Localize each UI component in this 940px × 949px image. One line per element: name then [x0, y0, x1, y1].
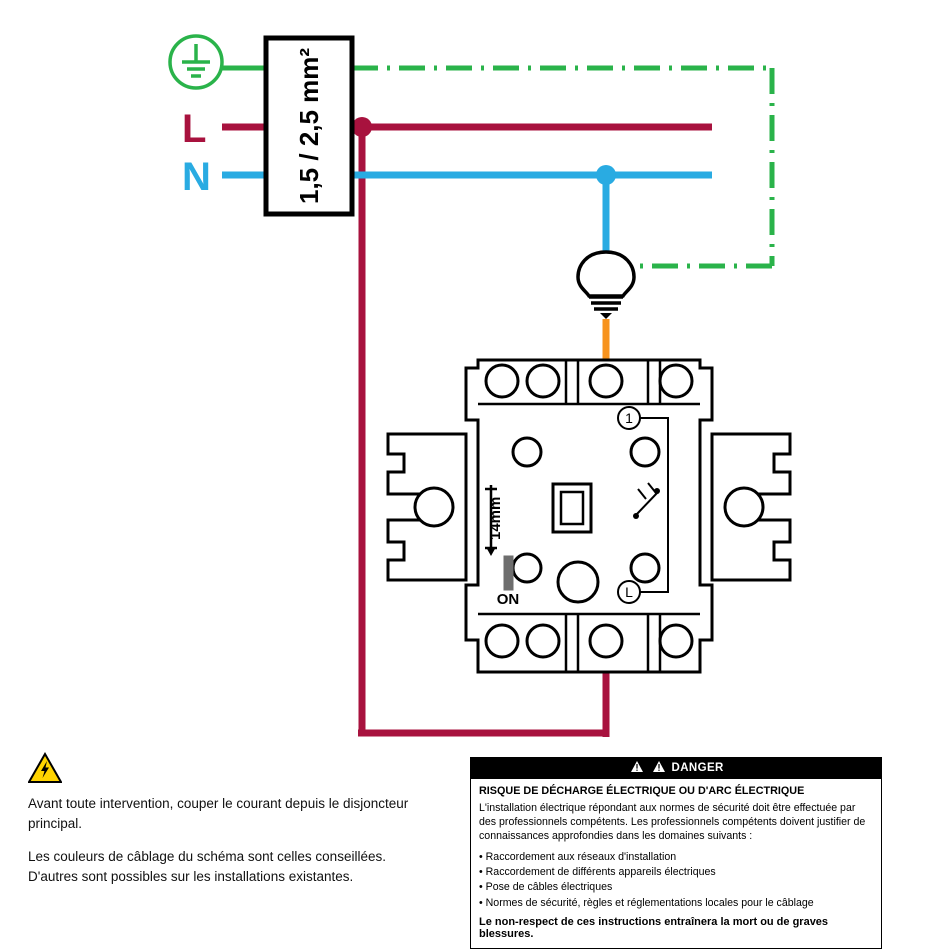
- body-hole-lower-left: [513, 554, 541, 582]
- body-hole-lower-right: [631, 554, 659, 582]
- claw-screw-right: [725, 488, 763, 526]
- danger-bullet-item: • Raccordement aux réseaux d'installation: [479, 850, 873, 865]
- body-hole-center-lower: [558, 562, 598, 602]
- terminal-hole-bottom-4: [660, 625, 692, 657]
- body-hole-upper-left: [513, 438, 541, 466]
- earth-circuit: [170, 36, 772, 266]
- danger-bullet-item: • Pose de câbles électriques: [479, 880, 873, 895]
- danger-body: [471, 779, 881, 948]
- neutral-circuit: [182, 155, 712, 252]
- on-indicator: [504, 556, 513, 590]
- terminal-hole-top-3: [590, 365, 622, 397]
- danger-footer: Le non-respect de ces instructions entraînera la mort ou de graves blessures.: [479, 916, 829, 940]
- neutral-letter-label: N: [182, 155, 211, 199]
- danger-subtitle: RISQUE DE DÉCHARGE ÉLECTRIQUE OU D'ARC ÉLECTRIQUE: [479, 785, 805, 797]
- screw-depth-label: 14mm: [487, 496, 504, 540]
- terminal-l-label: L: [625, 584, 633, 600]
- cable-section-box: [266, 38, 352, 214]
- danger-bullet-list: [479, 850, 873, 911]
- terminal-hole-top-2: [527, 365, 559, 397]
- terminal-hole-bottom-1: [486, 625, 518, 657]
- danger-triangle-icon-1: [631, 761, 643, 775]
- terminal-hole-top-4: [660, 365, 692, 397]
- cable-section-label: 1,5 / 2,5 mm²: [294, 47, 324, 204]
- danger-box: [470, 757, 882, 949]
- body-hole-upper-right: [631, 438, 659, 466]
- note-line-2: Les couleurs de câblage du schéma sont celles conseillées.: [28, 849, 386, 865]
- lamp-icon: [578, 252, 634, 319]
- note-line-3: D'autres sont possibles sur les installations existantes.: [28, 868, 354, 884]
- danger-bullet-item: • Raccordement de différents appareils électriques: [479, 865, 873, 880]
- terminal-hole-bottom-3: [590, 625, 622, 657]
- danger-triangle-icon-2: [653, 761, 665, 775]
- terminal-hole-bottom-2: [527, 625, 559, 657]
- mounting-claw-right: [712, 434, 790, 580]
- danger-header: [471, 758, 881, 779]
- terminal-1-label: 1: [625, 410, 633, 426]
- mounting-claw-left: [388, 434, 466, 580]
- warning-triangle-icon: [28, 752, 62, 784]
- claw-screw-left: [415, 488, 453, 526]
- phase-letter-label: L: [182, 107, 207, 151]
- rocker-window-inner: [561, 492, 583, 524]
- terminal-hole-top-1: [486, 365, 518, 397]
- danger-header-text: DANGER: [671, 762, 724, 774]
- switch-mechanism: [388, 360, 790, 672]
- note-line-1: Avant toute intervention, couper le courant depuis le disjoncteur principal.: [28, 796, 409, 831]
- danger-paragraph: L'installation électrique répondant aux normes de sécurité doit être effectuée par des professionnels compétents. Les professionnels compétents doivent justifier de connaissances approfondies dans les domaines suivants :: [479, 802, 866, 843]
- danger-bullet-item: • Normes de sécurité, règles et réglementations locales pour le câblage: [479, 896, 873, 911]
- footer-notes: [28, 752, 448, 886]
- on-label: ON: [496, 591, 520, 608]
